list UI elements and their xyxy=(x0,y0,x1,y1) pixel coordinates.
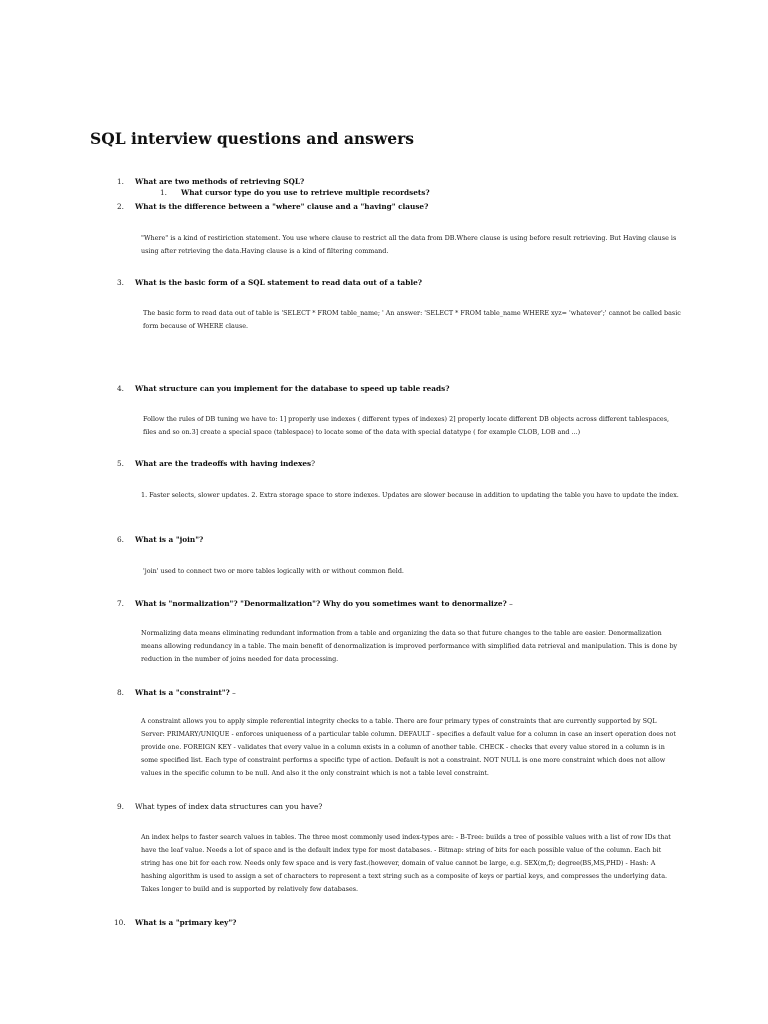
answer-text: Normalizing data means eliminating redundant information from a table and organizing the data so that future changes to the table are easier. Denormalization means allowing redundancy in a table. The main benefit of denormalization is improved performance with simplified data retrieval and manipulation. This is done by reduction in the number of joins needed for data processing. xyxy=(141,629,678,663)
answer-text: A constraint allows you to apply simple referential integrity checks to a table. There are four primary types of constraints that are currently supported by SQL Server: PRIMARY/UNIQUE - enforces uniqueness of a particular table column. DEFAULT - specifies a default value for a column in case an insert operation does not provide one. FOREIGN KEY - validates that every value in a column exists in a column of another table. CHECK - checks that every value stored in a column is in some specified list. Each type of constraint performs a specific type of action. Default is not a constraint. NOT NULL is one more constraint which does not allow values in the specific column to be null. And also it the only constraint which is not a table level constraint. xyxy=(141,717,676,777)
answer-text: "Where" is a kind of restiriction statement. You use where clause to restrict all the data from DB.Where clause is using before result retrieving. But Having clause is using after retrieving the data.Having clause is a kind of filtering command. xyxy=(141,234,677,255)
answer-text: 1. Faster selects, slower updates. 2. Extra storage space to store indexes. Updates are slower because in addition to updating the table you have to update the index. xyxy=(141,491,679,499)
question-text: What is the basic form of a SQL statement to read data out of a table? xyxy=(135,278,423,287)
answer-text: Follow the rules of DB tuning we have to: 1] properly use indexes ( different types of indexes) 2] properly locate different DB objects across different tablespaces, files and so on.3] create a special space (tablespace) to locate some of the data with special datatype ( for example CLOB, LOB and ...) xyxy=(143,415,670,436)
question-text: What are two methods of retrieving SQL? xyxy=(135,177,305,186)
question-number: 6. xyxy=(117,535,124,544)
question-number: 9. xyxy=(117,802,124,811)
question-text: What structure can you implement for the database to speed up table reads? xyxy=(135,384,450,393)
answer-text: 'join' used to connect two or more tables logically with or without common field. xyxy=(143,567,404,575)
answer-text: An index helps to faster search values in tables. The three most commonly used index-types are: - B-Tree: builds a tree of possible values with a list of row IDs that have the leaf value. Needs a lot of space and is the default index type for most databases. - Bitmap: string of bits for each possible value of the column. Each bit string has one bit for each row. Needs only few space and is very fast.(however, domain of value cannot be large, e.g. SEX(m,f); degree(BS,MS,PHD) - Hash: A hashing algorithm is used to assign a set of characters to represent a text string such as a composite of keys or partial keys, and compresses the underlying data. Takes longer to build and is supported by relatively few databases. xyxy=(141,833,671,893)
question-text: What types of index data structures can you have? xyxy=(135,802,323,811)
subquestion-text: What cursor type do you use to retrieve multiple recordsets? xyxy=(181,188,430,197)
question-number: 4. xyxy=(117,384,124,393)
subquestion-number: 1. xyxy=(160,188,167,197)
question-number: 8. xyxy=(117,688,124,697)
question-number: 7. xyxy=(117,599,124,608)
question-text: What is a "join"? xyxy=(135,535,204,544)
question-text: What is a "constraint"? – xyxy=(135,688,236,697)
question-number: 1. xyxy=(117,177,124,186)
question-text: What is a "primary key"? xyxy=(135,918,237,927)
question-text: What is "normalization"? "Denormalization"? Why do you sometimes want to denormalize? – xyxy=(135,599,513,608)
answer-text: The basic form to read data out of table is 'SELECT * FROM table_name; ' An answer: 'SELECT * FROM table_name WHERE xyz= 'whatever';' cannot be called basic form because of WHERE clause. xyxy=(143,309,681,330)
page-title: SQL interview questions and answers xyxy=(90,129,414,148)
question-number: 10. xyxy=(114,918,126,927)
question-number: 3. xyxy=(117,278,124,287)
question-text: What is the difference between a "where" clause and a "having" clause? xyxy=(135,202,429,211)
question-number: 2. xyxy=(117,202,124,211)
question-text: What are the tradeoffs with having indexes? xyxy=(135,459,316,468)
question-number: 5. xyxy=(117,459,124,468)
